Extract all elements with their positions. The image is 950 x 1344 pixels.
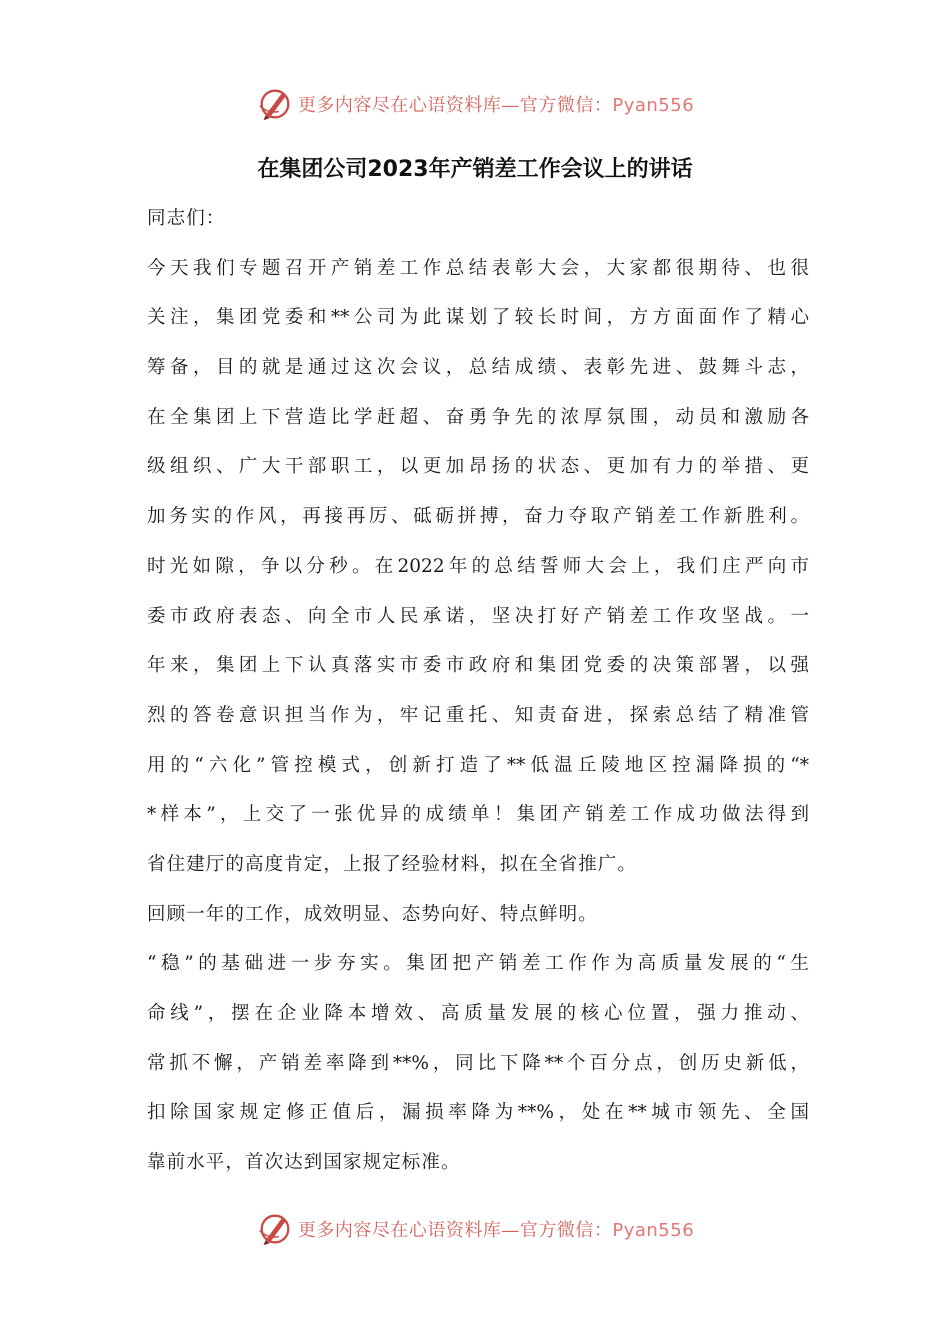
text-line: 用的“六化”管控模式，创新打造了**低温丘陵地区控漏降损的“*: [147, 754, 809, 776]
wechat-handle: Pyan556: [612, 95, 695, 116]
text-line: “稳”的基础进一步夯实。集团把产销差工作作为高质量发展的“生: [147, 953, 809, 975]
text-line: 今天我们专题召开产销差工作总结表彰大会，大家都很期待、也很: [147, 257, 809, 279]
watermark-text: [298, 1216, 694, 1242]
text-line: 扣除国家规定修正值后，漏损率降为**%，处在**城市领先、全国: [147, 1102, 809, 1124]
text-line: 靠前水平，首次达到国家规定标准。: [147, 1152, 461, 1174]
text-line: 级组织、广大干部职工，以更加昂扬的状态、更加有力的举措、更: [147, 456, 809, 478]
watermark-prefix: 更多内容尽在心语资料库—官方微信：: [297, 1220, 613, 1241]
text-line: 在全集团上下营造比学赶超、奋勇争先的浓厚氛围，动员和激励各: [147, 406, 809, 428]
text-line: 回顾一年的工作，成效明显、态势向好、特点鲜明。: [147, 903, 598, 925]
text-line: 关注，集团党委和**公司为此谋划了较长时间，方方面面作了精心: [147, 307, 809, 329]
text-line: 筹备，目的就是通过这次会议，总结成绩、表彰先进、鼓舞斗志，: [147, 357, 809, 379]
speech-body: [147, 196, 809, 1190]
footer-watermark: [0, 1209, 950, 1249]
text-line: 时光如隙，争以分秒。在2022年的总结誓师大会上，我们庄严向市: [147, 555, 809, 577]
text-line: 烈的答卷意识担当作为，牢记重托、知责奋进，探索总结了精准管: [147, 704, 809, 726]
text-line: 加务实的作风，再接再厉、砥砺拼搏，奋力夺取产销差工作新胜利。: [147, 506, 809, 528]
salutation: 同志们：: [147, 208, 226, 229]
text-line: 省住建厅的高度肯定，上报了经验材料，拟在全省推广。: [147, 853, 638, 875]
text-line: 年来，集团上下认真落实市委市政府和集团党委的决策部署，以强: [147, 655, 809, 677]
watermark-text: [298, 91, 694, 117]
watermark-prefix: 更多内容尽在心语资料库—官方微信：: [297, 95, 613, 116]
wechat-handle: Pyan556: [612, 1220, 695, 1241]
header-watermark: [0, 84, 950, 124]
text-line: 命线”，摆在企业降本增效、高质量发展的核心位置，强力推动、: [147, 1003, 809, 1024]
text-line: *样本”，上交了一张优异的成绩单！集团产销差工作成功做法得到: [147, 804, 809, 826]
page-title: 在集团公司2023年产销差工作会议上的讲话: [257, 157, 693, 182]
pen-logo-icon: [256, 1210, 294, 1248]
pen-logo-icon: [256, 85, 294, 123]
text-line: 常抓不懈，产销差率降到**%，同比下降**个百分点，创历史新低，: [147, 1052, 809, 1074]
text-line: 委市政府表态、向全市人民承诺，坚决打好产销差工作攻坚战。一: [147, 605, 809, 627]
